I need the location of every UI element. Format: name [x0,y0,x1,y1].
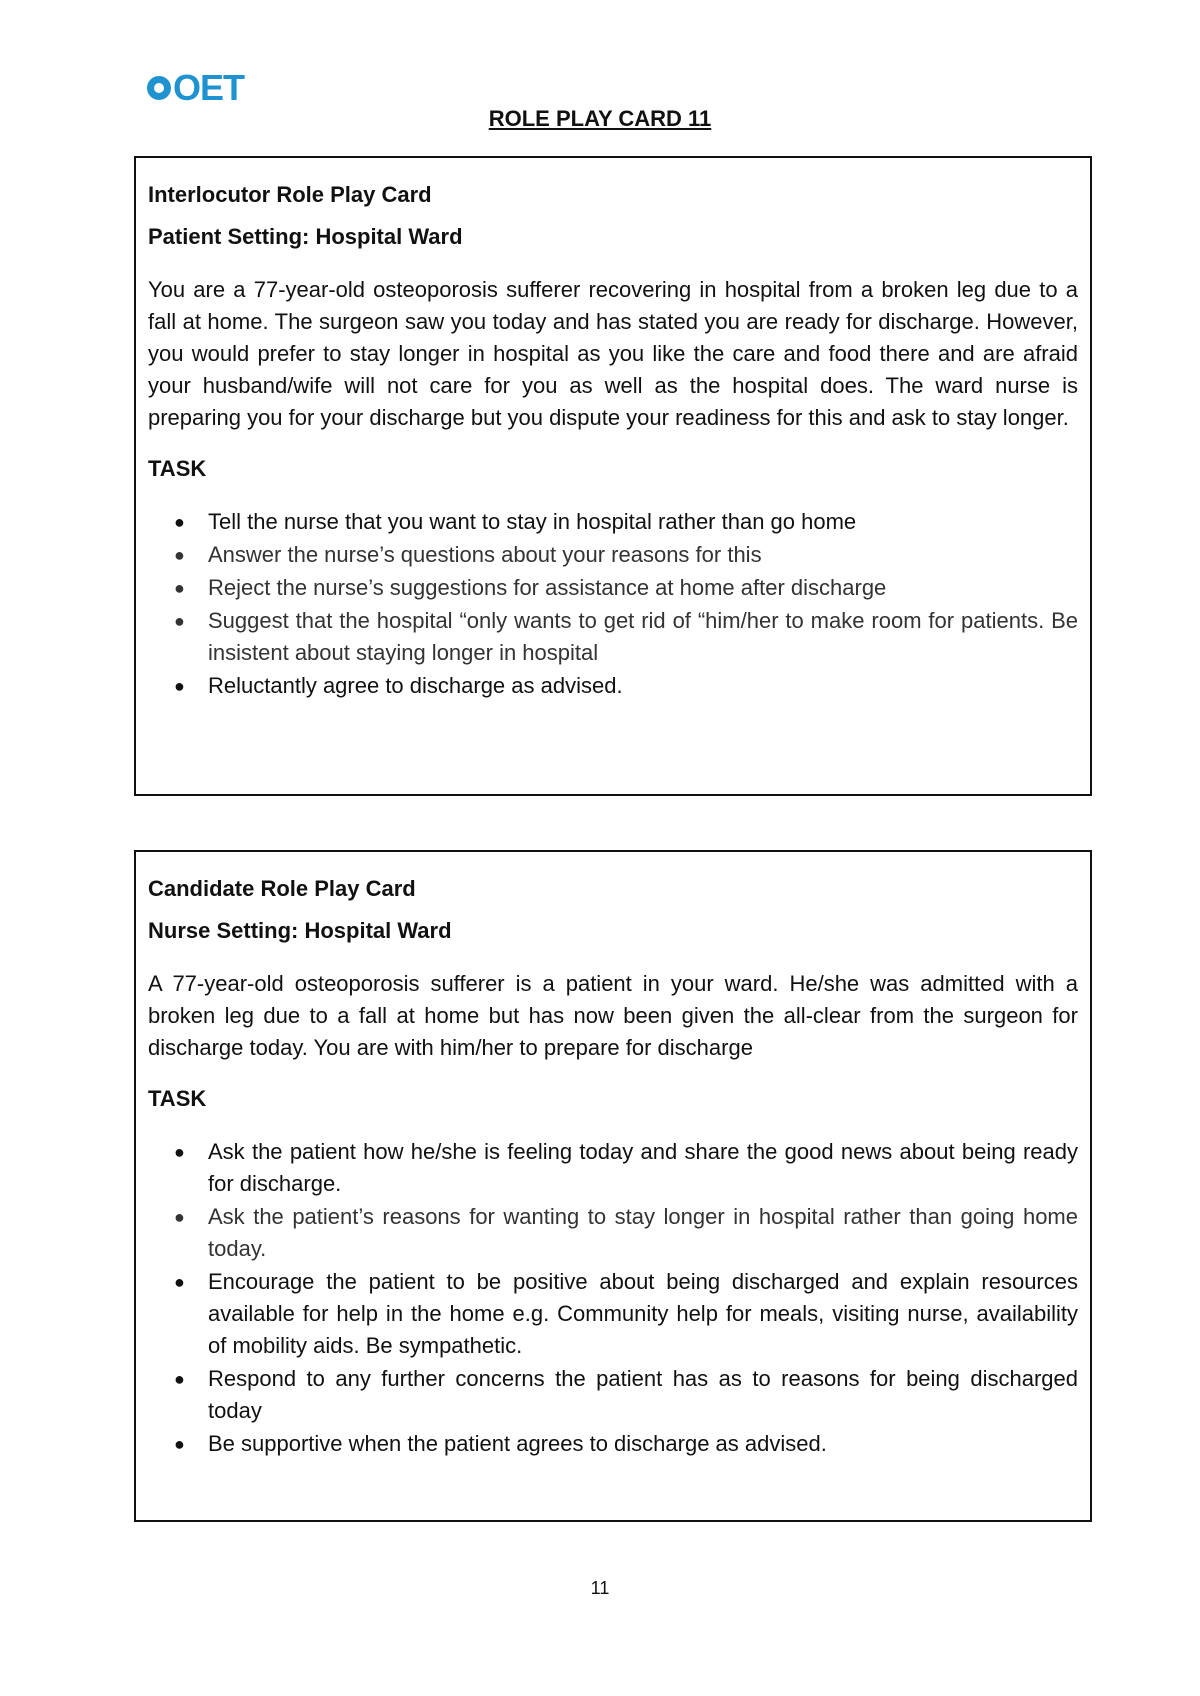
task-text: Reject the nurse’s suggestions for assistance at home after discharge [208,575,887,600]
task-list [148,1136,1078,1460]
bullet-icon: ● [174,545,185,565]
task-item [174,1428,1078,1460]
task-text: Encourage the patient to be positive about being discharged and explain resources available for help in the home e.g. Community help for meals, visiting nurse, availability of mobility aids. Be sympathetic. [208,1269,1078,1358]
task-text: Suggest that the hospital “only wants to get rid of “him/her to make room for patients. Be insistent about staying longer in hospital [208,608,1078,665]
card-setting: Nurse Setting: Hospital Ward [148,918,452,943]
task-text: Ask the patient’s reasons for wanting to stay longer in hospital rather than going home today. [208,1204,1078,1261]
task-text: Be supportive when the patient agrees to discharge as advised. [208,1431,827,1456]
task-item [174,605,1078,669]
task-item [174,572,1078,604]
oet-logo-mark [147,67,247,108]
logo-text: OET [173,67,245,108]
task-label: TASK [148,456,207,481]
task-text: Tell the nurse that you want to stay in hospital rather than go home [208,509,857,534]
bullet-icon: ● [174,512,185,532]
bullet-icon: ● [174,611,185,631]
bullet-icon: ● [174,578,185,598]
task-item [174,1363,1078,1427]
page-title: ROLE PLAY CARD 11 [488,106,712,131]
task-list [148,506,1078,702]
page-number: 11 [590,1578,610,1598]
card-heading: Candidate Role Play Card [148,876,416,901]
card-heading: Interlocutor Role Play Card [148,182,432,207]
interlocutor-card [134,156,1092,796]
task-item [174,1266,1078,1362]
card-description: You are a 77-year-old osteoporosis sufferer recovering in hospital from a broken leg due to a fall at home. The surgeon saw you today and has stated you are ready for discharge. However, you would prefer to stay longer in hospital as you like the care and food there and are afraid your husband/wife will not care for you as well as the hospital does. The ward nurse is preparing you for your discharge but you dispute your readiness for this and ask to stay longer. [148,277,1078,430]
task-text: Reluctantly agree to discharge as advised. [208,673,623,698]
logo-ring-icon [147,76,171,100]
task-text: Answer the nurse’s questions about your reasons for this [208,542,762,567]
bullet-icon: ● [174,1369,185,1389]
task-item [174,539,1078,571]
card-description: A 77-year-old osteoporosis sufferer is a patient in your ward. He/she was admitted with a broken leg due to a fall at home but has now been given the all-clear from the surgeon for discharge today. You are with him/her to prepare for discharge [148,971,1078,1060]
bullet-icon: ● [174,676,185,696]
task-text: Respond to any further concerns the patient has as to reasons for being discharged today [208,1366,1078,1423]
task-item [174,506,1078,538]
bullet-icon: ● [174,1434,185,1454]
card-setting: Patient Setting: Hospital Ward [148,224,463,249]
candidate-card [134,850,1092,1522]
task-text: Ask the patient how he/she is feeling today and share the good news about being ready for discharge. [208,1139,1078,1196]
task-label: TASK [148,1086,207,1111]
bullet-icon: ● [174,1142,185,1162]
task-item [174,1136,1078,1200]
task-item [174,1201,1078,1265]
bullet-icon: ● [174,1272,185,1292]
bullet-icon: ● [174,1207,185,1227]
task-item [174,670,1078,702]
